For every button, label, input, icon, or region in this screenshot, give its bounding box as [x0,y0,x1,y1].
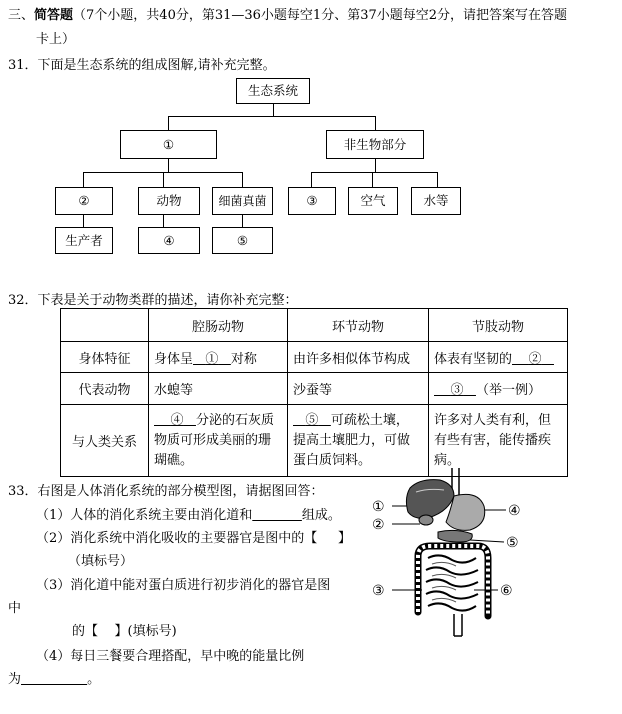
tree-line [375,159,376,172]
tree-line [311,172,438,173]
figure-label-6: ⑥ [500,583,513,599]
figure-label-5: ⑤ [506,535,519,551]
cell-text: 病。 [434,452,461,468]
node-producers: 生产者 [55,227,113,254]
tree-line [375,116,376,130]
sub-text: 】 [337,531,351,546]
cell-text: 分泌的石灰质 [195,412,274,428]
section-header [8,4,567,23]
row-label: 代表动物 [61,373,149,405]
table-row [61,373,568,405]
table-header-cell: 环节动物 [288,309,429,342]
figure-label-4: ④ [508,503,521,519]
table-cell [149,405,288,477]
sub-text: 。 [87,672,101,687]
q33-sub1 [36,504,341,523]
tree-line [372,172,373,187]
section-number: 三、 [8,8,35,23]
table-cell: 由许多相似体节构成 [288,342,429,373]
q33-sub4-cont [8,668,100,687]
q31-prompt: 31．下面是生态系统的组成图解,请补充完整。 [8,58,276,73]
tree-line [311,172,312,187]
table-header-cell: 节肢动物 [429,309,568,342]
node-blank-5: ⑤ [212,227,273,254]
tree-line [242,215,243,227]
cell-text: 许多对人类有利，但 [434,412,552,428]
cell-text: 体表有坚韧的 [434,351,513,367]
liver-shape [406,480,454,519]
blank-1 [193,352,231,367]
node-animals: 动物 [138,187,200,215]
table-row [61,342,568,373]
cell-text: 对称 [230,351,257,367]
table-header-row [61,309,568,342]
sub-text: 组成。 [301,508,341,523]
table-cell [429,342,568,373]
answer-blank[interactable] [252,508,302,523]
blank-5 [293,413,331,428]
table-header-cell [61,309,149,342]
node-water: 水等 [411,187,461,215]
figure-label-3: ③ [372,583,385,599]
table-cell: 沙蚕等 [288,373,429,405]
section-desc: （7个小题，共40分，第31—36小题每空1分、第37小题每空2分，请把答案写在答题 [73,8,568,23]
blank-label: ③ [450,383,464,398]
blank-4 [154,413,196,428]
tree-line [168,116,376,117]
sub-text: 的【 [72,624,99,639]
cell-text: 蛋白质饲料。 [293,452,372,468]
section-desc-cont: 卡上） [36,32,76,47]
node-blank-2: ② [55,187,113,215]
blank-label: ④ [170,412,184,428]
tree-line [273,103,274,116]
q33-sub3: （3）消化道中能对蛋白质进行初步消化的器官是图 [36,578,331,593]
blank-2 [512,352,554,367]
q33-sub2-note: （填标号） [68,554,134,569]
tree-line [163,215,164,227]
blank-label: ② [528,351,542,367]
tree-line [242,172,243,187]
tree-line [437,172,438,187]
q32-prompt: 32．下表是关于动物类群的描述，请你补充完整： [8,293,298,308]
sub-text: （1）人体的消化系统主要由消化道和 [36,508,253,523]
section-title: 简答题 [34,8,74,23]
cell-text: 有些有害，能传播疾 [434,432,552,448]
sub-text: 】(填标号) [114,624,177,639]
q33-prompt: 33．右图是人体消化系统的部分模型图，请据图回答： [8,484,324,499]
tree-line [83,215,84,227]
tree-line [168,116,169,130]
node-blank-1: ① [120,130,217,159]
cell-text: （举一例） [475,383,541,398]
figure-label-1: ① [372,499,385,515]
cell-text: 物质可形成美丽的珊 [154,432,272,448]
digestive-system-figure [370,466,530,642]
q33-sub3-bracket [72,620,177,639]
sub-text: （2）消化系统中消化吸收的主要器官是图中的【 [36,531,318,546]
answer-blank[interactable] [21,672,87,687]
cell-text: 提高土壤肥力，可做 [293,432,411,448]
answer-bracket[interactable] [317,531,338,546]
figure-label-2: ② [372,517,385,533]
cell-text: 瑚礁。 [154,452,194,468]
node-air: 空气 [348,187,398,215]
node-bacteria-fungi: 细菌真菌 [212,187,273,215]
node-blank-4: ④ [138,227,200,254]
answer-bracket[interactable] [98,624,115,639]
blank-3 [434,383,476,398]
pancreas-shape [438,530,472,542]
tree-line [163,172,164,187]
tree-line [168,159,169,172]
node-abiotic: 非生物部分 [326,130,424,159]
q33-sub4: （4）每日三餐要合理搭配，早中晚的能量比例 [36,649,305,664]
node-ecosystem: 生态系统 [236,78,310,104]
gallbladder-shape [419,515,433,525]
q33-sub3-cont: 中 [8,601,22,616]
cell-text: 可疏松土壤， [330,412,409,428]
row-label: 与人类关系 [61,405,149,477]
table-header-cell: 腔肠动物 [149,309,288,342]
node-blank-3: ③ [288,187,336,215]
blank-label: ⑤ [305,412,319,428]
rectum-shape [454,614,462,636]
tree-line [83,172,84,187]
table-cell [429,373,568,405]
table-cell: 水螅等 [149,373,288,405]
sub-text: 为 [8,672,22,687]
q33-sub2 [36,527,351,546]
table-cell [149,342,288,373]
row-label: 身体特征 [61,342,149,373]
cell-text: 身体呈 [154,351,194,367]
animal-table [60,308,568,477]
blank-label: ① [205,351,219,367]
leader-line [470,540,504,542]
